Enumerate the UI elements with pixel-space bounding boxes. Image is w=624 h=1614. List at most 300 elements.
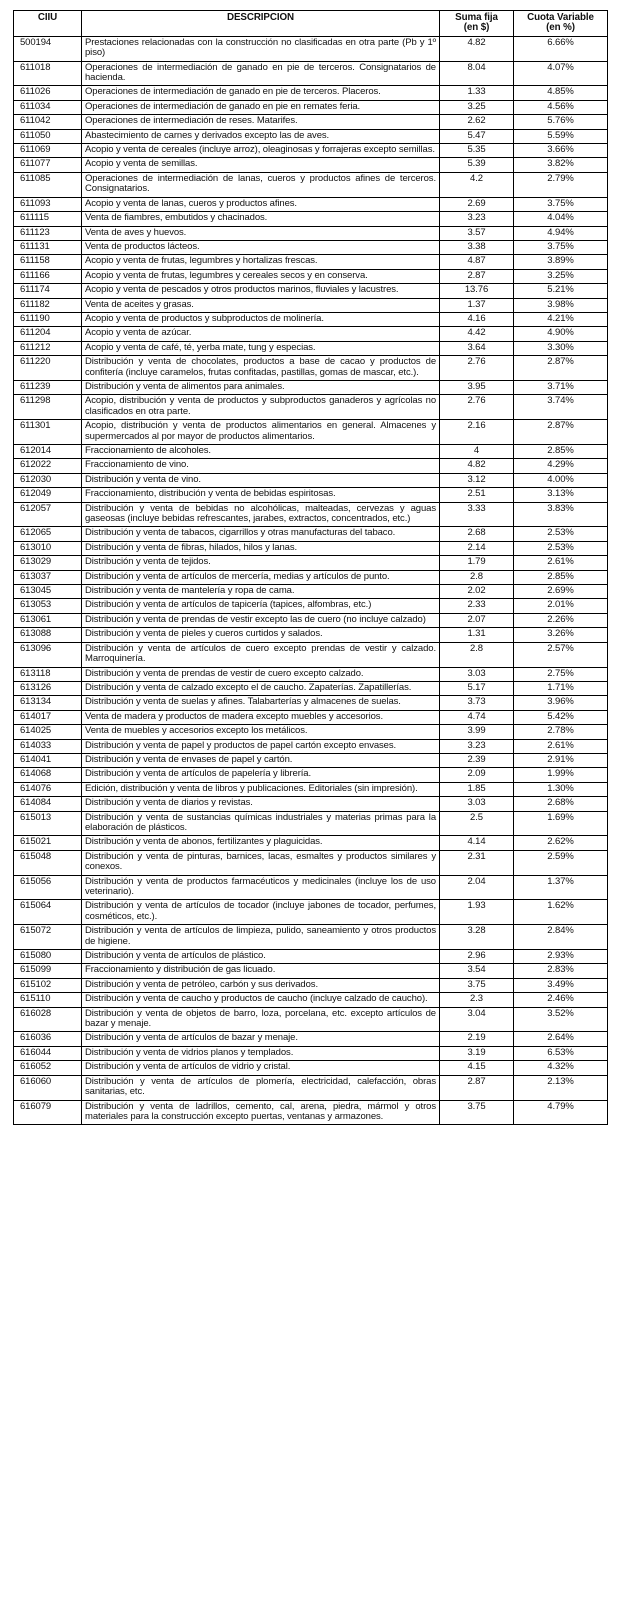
suma-fija-cell: 13.76 (440, 284, 514, 298)
cuota-variable-cell: 2.79% (514, 172, 608, 197)
cuota-variable-cell: 2.84% (514, 925, 608, 950)
table-row (14, 628, 608, 642)
table-row (14, 61, 608, 86)
table-row (14, 964, 608, 978)
ciiu-code-cell: 613134 (14, 696, 82, 710)
table-row (14, 811, 608, 836)
table-row (14, 129, 608, 143)
description-cell: Acopio, distribución y venta de productos y subproductos ganaderos y agrícolas no clasificados en otra parte. (82, 395, 440, 420)
suma-fija-cell: 3.57 (440, 226, 514, 240)
table-row (14, 768, 608, 782)
suma-fija-cell: 2.5 (440, 811, 514, 836)
ciiu-code-cell: 612014 (14, 445, 82, 459)
cuota-variable-cell: 4.00% (514, 473, 608, 487)
suma-fija-cell: 2.87 (440, 1075, 514, 1100)
ciiu-code-cell: 612049 (14, 488, 82, 502)
ciiu-code-cell: 611026 (14, 86, 82, 100)
suma-fija-cell: 3.33 (440, 502, 514, 527)
cuota-variable-cell: 2.01% (514, 599, 608, 613)
table-row (14, 667, 608, 681)
ciiu-code-cell: 616060 (14, 1075, 82, 1100)
table-row (14, 269, 608, 283)
table-row (14, 327, 608, 341)
header-descripcion-label: DESCRIPCION (227, 12, 294, 23)
cuota-variable-cell: 2.68% (514, 797, 608, 811)
ciiu-code-cell: 611174 (14, 284, 82, 298)
description-cell: Acopio y venta de cereales (incluye arroz), oleaginosas y forrajeras excepto semillas. (82, 144, 440, 158)
description-cell: Distribución y venta de pinturas, barnices, lacas, esmaltes y productos similares y conexos. (82, 850, 440, 875)
suma-fija-cell: 5.39 (440, 158, 514, 172)
cuota-variable-cell: 4.29% (514, 459, 608, 473)
ciiu-code-cell: 612057 (14, 502, 82, 527)
table-row (14, 502, 608, 527)
ciiu-code-cell: 611034 (14, 100, 82, 114)
ciiu-code-cell: 611042 (14, 115, 82, 129)
header-cuota-variable-unit: (en %) (546, 22, 575, 34)
cuota-variable-cell: 4.79% (514, 1100, 608, 1125)
ciiu-code-cell: 611115 (14, 212, 82, 226)
table-row (14, 527, 608, 541)
table-row (14, 36, 608, 61)
ciiu-code-cell: 611085 (14, 172, 82, 197)
description-cell: Distribución y venta de chocolates, productos a base de cacao y productos de confitería (incluye caramelos, frutas confitadas, pastillas, gomas de mascar, etc.). (82, 356, 440, 381)
table-row (14, 312, 608, 326)
table-row (14, 900, 608, 925)
table-row (14, 541, 608, 555)
ciiu-code-cell: 615080 (14, 950, 82, 964)
description-cell: Acopio, distribución y venta de productos alimentarios en general. Almacenes y supermercados al por mayor de productos alimentarios. (82, 420, 440, 445)
cuota-variable-cell: 2.93% (514, 950, 608, 964)
ciiu-code-cell: 611093 (14, 197, 82, 211)
suma-fija-cell: 3.03 (440, 667, 514, 681)
suma-fija-cell: 8.04 (440, 61, 514, 86)
ciiu-code-cell: 615021 (14, 836, 82, 850)
ciiu-code-cell: 611212 (14, 341, 82, 355)
cuota-variable-cell: 1.69% (514, 811, 608, 836)
cuota-variable-cell: 4.32% (514, 1061, 608, 1075)
suma-fija-cell: 2.07 (440, 613, 514, 627)
description-cell: Distribución y venta de fibras, hilados, hilos y lanas. (82, 541, 440, 555)
description-cell: Operaciones de intermediación de lanas, cueros y productos afines de terceros. Consignatarios. (82, 172, 440, 197)
description-cell: Distribución y venta de petróleo, carbón y sus derivados. (82, 978, 440, 992)
ciiu-code-cell: 613126 (14, 681, 82, 695)
suma-fija-cell: 4.15 (440, 1061, 514, 1075)
suma-fija-cell: 2.8 (440, 570, 514, 584)
cuota-variable-cell: 3.75% (514, 197, 608, 211)
description-cell: Distribución y venta de artículos de plomería, electricidad, calefacción, obras sanitarias, etc. (82, 1075, 440, 1100)
table-row (14, 172, 608, 197)
suma-fija-cell: 5.35 (440, 144, 514, 158)
table-row (14, 226, 608, 240)
suma-fija-cell: 3.23 (440, 739, 514, 753)
cuota-variable-cell: 2.59% (514, 850, 608, 875)
suma-fija-cell: 3.64 (440, 341, 514, 355)
cuota-variable-cell: 2.61% (514, 739, 608, 753)
table-row (14, 925, 608, 950)
ciiu-code-cell: 614068 (14, 768, 82, 782)
suma-fija-cell: 1.37 (440, 298, 514, 312)
suma-fija-cell: 5.17 (440, 681, 514, 695)
description-cell: Distribución y venta de artículos de mercería, medias y artículos de punto. (82, 570, 440, 584)
table-row (14, 556, 608, 570)
suma-fija-cell: 5.47 (440, 129, 514, 143)
ciiu-code-cell: 611131 (14, 240, 82, 254)
ciiu-code-cell: 612022 (14, 459, 82, 473)
header-cuota-variable-label: Cuota Variable (527, 12, 594, 23)
suma-fija-cell: 2.04 (440, 875, 514, 900)
description-cell: Abastecimiento de carnes y derivados excepto las de aves. (82, 129, 440, 143)
cuota-variable-cell: 2.13% (514, 1075, 608, 1100)
table-row (14, 993, 608, 1007)
ciiu-code-cell: 616044 (14, 1046, 82, 1060)
ciiu-code-cell: 611077 (14, 158, 82, 172)
description-cell: Acopio y venta de lanas, cueros y productos afines. (82, 197, 440, 211)
description-cell: Distribución y venta de bebidas no alcohólicas, malteadas, cervezas y aguas gaseosas (incluye bebidas refrescantes, jarabes, extractos, concentrados, etc.) (82, 502, 440, 527)
cuota-variable-cell: 4.56% (514, 100, 608, 114)
description-cell: Distribución y venta de artículos de bazar y menaje. (82, 1032, 440, 1046)
ciiu-code-cell: 611050 (14, 129, 82, 143)
cuota-variable-cell: 2.69% (514, 585, 608, 599)
cuota-variable-cell: 2.78% (514, 725, 608, 739)
suma-fija-cell: 2.16 (440, 420, 514, 445)
description-cell: Distribución y venta de diarios y revistas. (82, 797, 440, 811)
ciiu-code-cell: 616052 (14, 1061, 82, 1075)
table-row (14, 473, 608, 487)
table-row (14, 356, 608, 381)
suma-fija-cell: 3.12 (440, 473, 514, 487)
ciiu-code-cell: 613096 (14, 642, 82, 667)
suma-fija-cell: 2.68 (440, 527, 514, 541)
cuota-variable-cell: 3.89% (514, 255, 608, 269)
cuota-variable-cell: 2.85% (514, 445, 608, 459)
ciiu-code-cell: 612030 (14, 473, 82, 487)
suma-fija-cell: 3.25 (440, 100, 514, 114)
ciiu-code-cell: 613037 (14, 570, 82, 584)
cuota-variable-cell: 3.96% (514, 696, 608, 710)
description-cell: Fraccionamiento de alcoholes. (82, 445, 440, 459)
cuota-variable-cell: 3.52% (514, 1007, 608, 1032)
description-cell: Venta de fiambres, embutidos y chacinados. (82, 212, 440, 226)
description-cell: Operaciones de intermediación de ganado en pie en remates feria. (82, 100, 440, 114)
ciiu-code-cell: 614084 (14, 797, 82, 811)
suma-fija-cell: 4.16 (440, 312, 514, 326)
table-row (14, 197, 608, 211)
table-row (14, 284, 608, 298)
table-row (14, 570, 608, 584)
description-cell: Distribución y venta de prendas de vestir excepto las de cuero (no incluye calzado) (82, 613, 440, 627)
suma-fija-cell: 4 (440, 445, 514, 459)
description-cell: Distribución y venta de artículos de tapicería (tapices, alfombras, etc.) (82, 599, 440, 613)
suma-fija-cell: 2.51 (440, 488, 514, 502)
table-row (14, 753, 608, 767)
description-cell: Acopio y venta de frutas, legumbres y hortalizas frescas. (82, 255, 440, 269)
cuota-variable-cell: 2.85% (514, 570, 608, 584)
description-cell: Operaciones de intermediación de ganado en pie de terceros. Placeros. (82, 86, 440, 100)
ciiu-code-cell: 611123 (14, 226, 82, 240)
description-cell: Venta de aceites y grasas. (82, 298, 440, 312)
table-row (14, 459, 608, 473)
table-body (14, 36, 608, 1125)
description-cell: Fraccionamiento, distribución y venta de bebidas espiritosas. (82, 488, 440, 502)
ciiu-code-cell: 615048 (14, 850, 82, 875)
ciiu-code-cell: 613045 (14, 585, 82, 599)
table-row (14, 488, 608, 502)
ciiu-code-cell: 614017 (14, 710, 82, 724)
description-cell: Acopio y venta de azúcar. (82, 327, 440, 341)
table-row (14, 255, 608, 269)
suma-fija-cell: 2.96 (440, 950, 514, 964)
ciiu-code-cell: 613010 (14, 541, 82, 555)
table-row (14, 100, 608, 114)
description-cell: Distribución y venta de artículos de tocador (incluye jabones de tocador, perfumes, cosméticos, etc.). (82, 900, 440, 925)
description-cell: Distribución y venta de sustancias químicas industriales y materias primas para la elaboración de plásticos. (82, 811, 440, 836)
suma-fija-cell: 1.79 (440, 556, 514, 570)
ciiu-code-cell: 615013 (14, 811, 82, 836)
ciiu-code-cell: 613029 (14, 556, 82, 570)
suma-fija-cell: 3.28 (440, 925, 514, 950)
description-cell: Distribución y venta de pieles y cueros curtidos y salados. (82, 628, 440, 642)
table-row (14, 212, 608, 226)
table-row (14, 782, 608, 796)
cuota-variable-cell: 3.49% (514, 978, 608, 992)
cuota-variable-cell: 1.37% (514, 875, 608, 900)
description-cell: Distribución y venta de abonos, fertilizantes y plaguicidas. (82, 836, 440, 850)
table-row (14, 850, 608, 875)
ciiu-code-cell: 615064 (14, 900, 82, 925)
cuota-variable-cell: 1.30% (514, 782, 608, 796)
description-cell: Venta de productos lácteos. (82, 240, 440, 254)
cuota-variable-cell: 2.87% (514, 356, 608, 381)
ciiu-code-cell: 611220 (14, 356, 82, 381)
cuota-variable-cell: 2.53% (514, 541, 608, 555)
description-cell: Fraccionamiento y distribución de gas licuado. (82, 964, 440, 978)
cuota-variable-cell: 2.57% (514, 642, 608, 667)
cuota-variable-cell: 2.61% (514, 556, 608, 570)
ciiu-code-cell: 614025 (14, 725, 82, 739)
table-row (14, 950, 608, 964)
cuota-variable-cell: 2.64% (514, 1032, 608, 1046)
table-row (14, 875, 608, 900)
cuota-variable-cell: 2.75% (514, 667, 608, 681)
description-cell: Distribución y venta de envases de papel y cartón. (82, 753, 440, 767)
description-cell: Distribución y venta de caucho y productos de caucho (incluye calzado de caucho). (82, 993, 440, 1007)
ciiu-code-cell: 611018 (14, 61, 82, 86)
suma-fija-cell: 3.73 (440, 696, 514, 710)
cuota-variable-cell: 3.74% (514, 395, 608, 420)
suma-fija-cell: 3.04 (440, 1007, 514, 1032)
description-cell: Venta de aves y huevos. (82, 226, 440, 240)
cuota-variable-cell: 2.53% (514, 527, 608, 541)
description-cell: Distribución y venta de vidrios planos y templados. (82, 1046, 440, 1060)
ciiu-code-cell: 611239 (14, 380, 82, 394)
suma-fija-cell: 4.2 (440, 172, 514, 197)
cuota-variable-cell: 6.66% (514, 36, 608, 61)
table-row (14, 739, 608, 753)
description-cell: Distribución y venta de artículos de plástico. (82, 950, 440, 964)
ciiu-code-cell: 613088 (14, 628, 82, 642)
header-suma-fija-unit: (en $) (463, 22, 490, 34)
cuota-variable-cell: 3.82% (514, 158, 608, 172)
header-cuota-variable (514, 11, 608, 37)
table-row (14, 696, 608, 710)
description-cell: Acopio y venta de semillas. (82, 158, 440, 172)
cuota-variable-cell: 4.85% (514, 86, 608, 100)
ciiu-code-cell: 616036 (14, 1032, 82, 1046)
header-suma-fija (440, 11, 514, 37)
cuota-variable-cell: 3.98% (514, 298, 608, 312)
description-cell: Fraccionamiento de vino. (82, 459, 440, 473)
suma-fija-cell: 2.62 (440, 115, 514, 129)
cuota-variable-cell: 4.04% (514, 212, 608, 226)
table-row (14, 725, 608, 739)
suma-fija-cell: 3.19 (440, 1046, 514, 1060)
description-cell: Acopio y venta de café, té, yerba mate, tung y especias. (82, 341, 440, 355)
ciiu-code-cell: 611301 (14, 420, 82, 445)
cuota-variable-cell: 3.75% (514, 240, 608, 254)
header-row (14, 11, 608, 37)
ciiu-code-cell: 611166 (14, 269, 82, 283)
ciiu-code-cell: 611204 (14, 327, 82, 341)
cuota-variable-cell: 1.71% (514, 681, 608, 695)
suma-fija-cell: 4.74 (440, 710, 514, 724)
ciiu-code-cell: 615110 (14, 993, 82, 1007)
ciiu-code-cell: 615056 (14, 875, 82, 900)
suma-fija-cell: 4.87 (440, 255, 514, 269)
table-row (14, 298, 608, 312)
cuota-variable-cell: 2.46% (514, 993, 608, 1007)
ciiu-code-cell: 611298 (14, 395, 82, 420)
suma-fija-cell: 3.99 (440, 725, 514, 739)
table-row (14, 1046, 608, 1060)
table-row (14, 1007, 608, 1032)
description-cell: Distribución y venta de productos farmacéuticos y medicinales (incluye los de uso veterinario). (82, 875, 440, 900)
description-cell: Acopio y venta de productos y subproductos de molinería. (82, 312, 440, 326)
cuota-variable-cell: 4.07% (514, 61, 608, 86)
table-row (14, 599, 608, 613)
table-row (14, 710, 608, 724)
cuota-variable-cell: 3.13% (514, 488, 608, 502)
description-cell: Acopio y venta de pescados y otros productos marinos, fluviales y lacustres. (82, 284, 440, 298)
suma-fija-cell: 3.95 (440, 380, 514, 394)
description-cell: Distribución y venta de tejidos. (82, 556, 440, 570)
description-cell: Distribución y venta de alimentos para animales. (82, 380, 440, 394)
suma-fija-cell: 4.42 (440, 327, 514, 341)
description-cell: Distribución y venta de artículos de papelería y librería. (82, 768, 440, 782)
suma-fija-cell: 2.3 (440, 993, 514, 1007)
description-cell: Prestaciones relacionadas con la construcción no clasificadas en otra parte (Pb y 1º piso) (82, 36, 440, 61)
header-descripcion (82, 11, 440, 37)
suma-fija-cell: 3.75 (440, 978, 514, 992)
description-cell: Distribución y venta de papel y productos de papel cartón excepto envases. (82, 739, 440, 753)
description-cell: Distribución y venta de calzado excepto el de caucho. Zapaterías. Zapatillerías. (82, 681, 440, 695)
ciiu-code-cell: 614076 (14, 782, 82, 796)
description-cell: Acopio y venta de frutas, legumbres y cereales secos y en conserva. (82, 269, 440, 283)
suma-fija-cell: 2.39 (440, 753, 514, 767)
ciiu-rates-table (13, 10, 608, 1125)
description-cell: Distribución y venta de artículos de vidrio y cristal. (82, 1061, 440, 1075)
table-row (14, 115, 608, 129)
ciiu-code-cell: 615099 (14, 964, 82, 978)
table-row (14, 1100, 608, 1125)
description-cell: Operaciones de intermediación de reses. Matarifes. (82, 115, 440, 129)
ciiu-code-cell: 616028 (14, 1007, 82, 1032)
table-row (14, 613, 608, 627)
suma-fija-cell: 1.31 (440, 628, 514, 642)
ciiu-code-cell: 614033 (14, 739, 82, 753)
table-row (14, 585, 608, 599)
ciiu-code-cell: 611069 (14, 144, 82, 158)
cuota-variable-cell: 3.83% (514, 502, 608, 527)
ciiu-code-cell: 613061 (14, 613, 82, 627)
table-row (14, 1061, 608, 1075)
table-row (14, 978, 608, 992)
ciiu-code-cell: 613118 (14, 667, 82, 681)
header-suma-fija-label: Suma fija (455, 12, 498, 23)
table-row (14, 240, 608, 254)
ciiu-code-cell: 615072 (14, 925, 82, 950)
table-row (14, 420, 608, 445)
cuota-variable-cell: 3.66% (514, 144, 608, 158)
table-row (14, 1032, 608, 1046)
table-row (14, 642, 608, 667)
suma-fija-cell: 2.69 (440, 197, 514, 211)
ciiu-code-cell: 613053 (14, 599, 82, 613)
description-cell: Venta de madera y productos de madera excepto muebles y accesorios. (82, 710, 440, 724)
table-row (14, 1075, 608, 1100)
suma-fija-cell: 3.23 (440, 212, 514, 226)
suma-fija-cell: 3.38 (440, 240, 514, 254)
description-cell: Distribución y venta de suelas y afines. Talabarterías y almacenes de suelas. (82, 696, 440, 710)
suma-fija-cell: 4.82 (440, 459, 514, 473)
cuota-variable-cell: 6.53% (514, 1046, 608, 1060)
table-row (14, 86, 608, 100)
suma-fija-cell: 2.8 (440, 642, 514, 667)
suma-fija-cell: 2.87 (440, 269, 514, 283)
description-cell: Operaciones de intermediación de ganado en pie de terceros. Consignatarios de hacienda. (82, 61, 440, 86)
ciiu-code-cell: 614041 (14, 753, 82, 767)
description-cell: Distribución y venta de mantelería y ropa de cama. (82, 585, 440, 599)
ciiu-code-cell: 500194 (14, 36, 82, 61)
cuota-variable-cell: 5.59% (514, 129, 608, 143)
suma-fija-cell: 3.75 (440, 1100, 514, 1125)
cuota-variable-cell: 2.83% (514, 964, 608, 978)
table-row (14, 158, 608, 172)
suma-fija-cell: 2.14 (440, 541, 514, 555)
suma-fija-cell: 2.76 (440, 395, 514, 420)
suma-fija-cell: 2.33 (440, 599, 514, 613)
cuota-variable-cell: 5.21% (514, 284, 608, 298)
table-row (14, 395, 608, 420)
suma-fija-cell: 1.93 (440, 900, 514, 925)
cuota-variable-cell: 1.62% (514, 900, 608, 925)
cuota-variable-cell: 3.30% (514, 341, 608, 355)
cuota-variable-cell: 5.42% (514, 710, 608, 724)
cuota-variable-cell: 4.90% (514, 327, 608, 341)
header-ciiu (14, 11, 82, 37)
cuota-variable-cell: 3.71% (514, 380, 608, 394)
table-row (14, 797, 608, 811)
description-cell: Distribución y venta de objetos de barro, loza, porcelana, etc. excepto artículos de bazar y menaje. (82, 1007, 440, 1032)
suma-fija-cell: 2.31 (440, 850, 514, 875)
ciiu-code-cell: 616079 (14, 1100, 82, 1125)
table-row (14, 341, 608, 355)
cuota-variable-cell: 4.94% (514, 226, 608, 240)
table-row (14, 836, 608, 850)
description-cell: Distribución y venta de artículos de cuero excepto prendas de vestir y calzado. Marroquinería. (82, 642, 440, 667)
table-row (14, 144, 608, 158)
suma-fija-cell: 1.33 (440, 86, 514, 100)
suma-fija-cell: 3.03 (440, 797, 514, 811)
